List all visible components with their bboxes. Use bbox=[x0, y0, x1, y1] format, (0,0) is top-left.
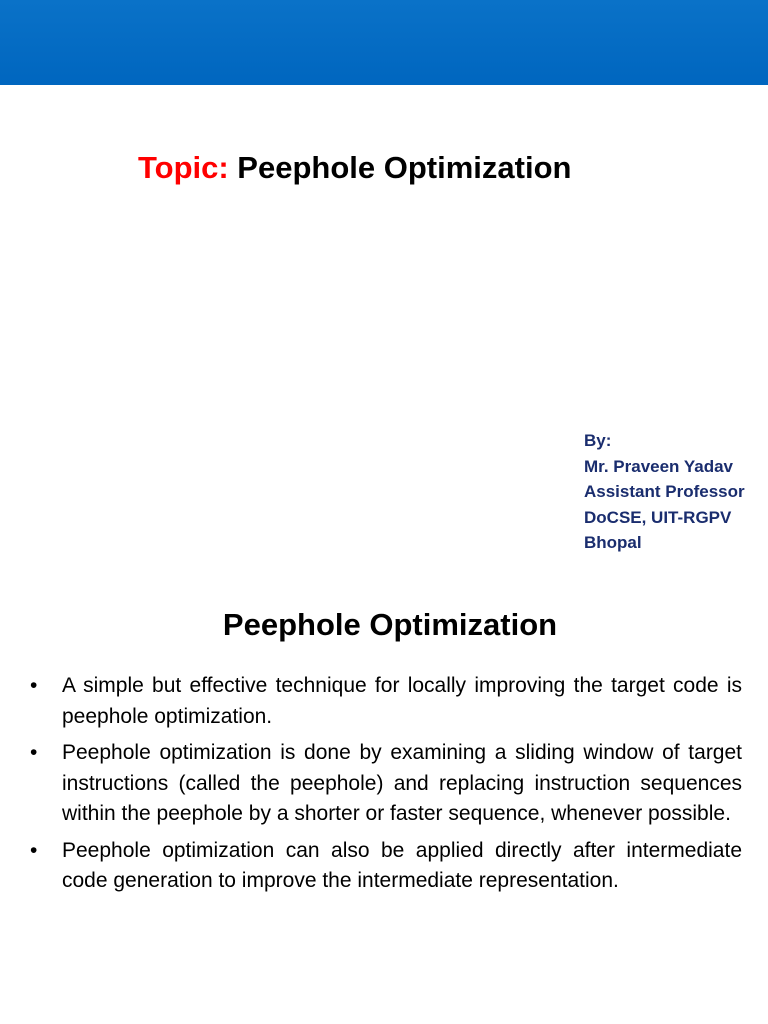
slide-title bbox=[138, 148, 571, 188]
author-block bbox=[584, 428, 745, 556]
header-band bbox=[0, 0, 768, 85]
author-city: Bhopal bbox=[584, 533, 642, 552]
bullet-list bbox=[30, 671, 742, 903]
author-role: Assistant Professor bbox=[584, 482, 745, 501]
section-heading: Peephole Optimization bbox=[222, 607, 558, 642]
bullet-icon: • bbox=[30, 838, 38, 862]
bullet-item bbox=[30, 671, 742, 732]
topic-text: Peephole Optimization bbox=[228, 150, 572, 185]
author-name: Mr. Praveen Yadav bbox=[584, 456, 734, 476]
bullet-icon: • bbox=[30, 674, 38, 697]
bullet-text: Peephole optimization can also be applied directly after intermediate code generation to improve the intermediate representation. bbox=[62, 838, 742, 892]
bullet-item bbox=[30, 738, 742, 830]
bullet-icon: • bbox=[30, 741, 38, 764]
bullet-text: A simple but effective technique for locally improving the target code is peephole optimization. bbox=[62, 674, 742, 728]
bullet-text: Peephole optimization is done by examining a sliding window of target instructions (called the peephole) and replacing instruction sequences within the peephole by a shorter or faster sequence, whenever possible. bbox=[62, 741, 742, 825]
bullet-item bbox=[30, 836, 742, 897]
author-by: By: bbox=[584, 431, 612, 450]
topic-label: Topic: bbox=[138, 150, 229, 185]
author-dept: DoCSE, UIT-RGPV bbox=[584, 507, 732, 527]
